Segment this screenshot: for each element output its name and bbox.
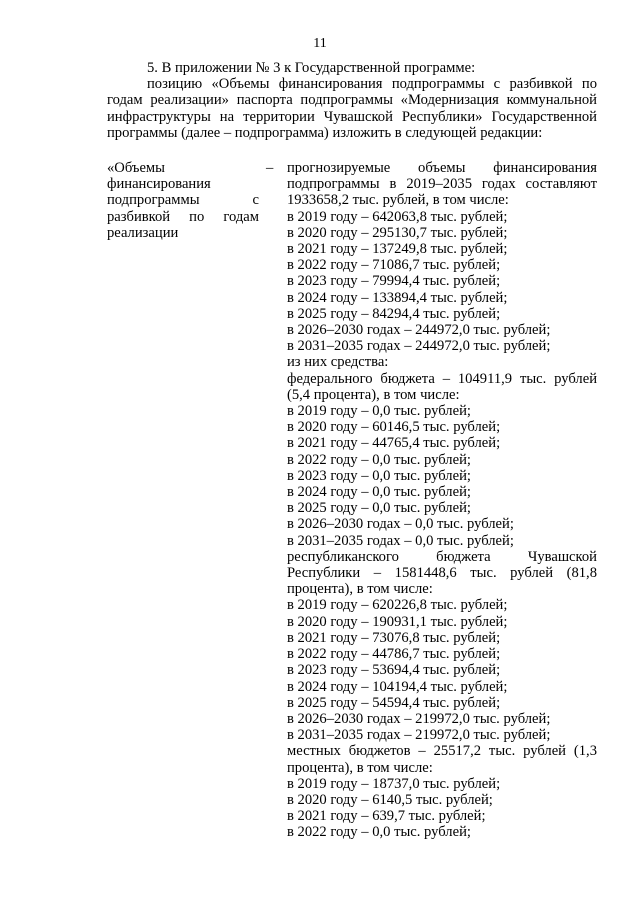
total-year-row: в 2020 году – 295130,7 тыс. рублей;: [287, 224, 508, 241]
financing-details: [287, 160, 597, 841]
federal-year-row: в 2026–2030 годах – 0,0 тыс. рублей;: [287, 516, 514, 533]
federal-year-row: в 2022 году – 0,0 тыс. рублей;: [287, 451, 471, 468]
total-year-row: в 2023 году – 79994,4 тыс. рублей;: [287, 273, 501, 290]
left-column: [107, 160, 259, 241]
federal-year-row: в 2025 году – 0,0 тыс. рублей;: [287, 500, 471, 517]
republic-year-row: в 2021 году – 73076,8 тыс. рублей;: [287, 629, 501, 646]
republic-budget-text: республиканского бюджета Чувашской Республики – 1581448,6 тыс. рублей (81,8 процента), в том числе:: [287, 548, 597, 598]
from-them-label: из них средства:: [287, 354, 389, 371]
republic-year-row: в 2024 году – 104194,4 тыс. рублей;: [287, 678, 508, 695]
republic-year-row: в 2031–2035 годах – 219972,0 тыс. рублей;: [287, 727, 551, 744]
total-year-row: в 2026–2030 годах – 244972,0 тыс. рублей;: [287, 322, 551, 339]
local-year-row: в 2022 году – 0,0 тыс. рублей;: [287, 824, 471, 841]
local-year-row: в 2020 году – 6140,5 тыс. рублей;: [287, 791, 493, 808]
federal-year-row: в 2023 году – 0,0 тыс. рублей;: [287, 467, 471, 484]
position-label: «Объемы финансирования подпрограммы с разбивкой по годам реализации: [107, 160, 259, 241]
republic-year-row: в 2022 году – 44786,7 тыс. рублей;: [287, 646, 501, 663]
page-number: 11: [313, 36, 327, 51]
federal-year-row: в 2020 году – 60146,5 тыс. рублей;: [287, 419, 501, 436]
federal-year-row: в 2024 году – 0,0 тыс. рублей;: [287, 484, 471, 501]
intro-heading: 5. В приложении № 3 к Государственной программе:: [147, 60, 476, 76]
total-financing-text: прогнозируемые объемы финансирования подпрограммы в 2019–2035 годах составляют 1933658,2 тыс. рублей, в том числе:: [287, 160, 597, 209]
total-year-row: в 2024 году – 133894,4 тыс. рублей;: [287, 289, 508, 306]
local-year-row: в 2021 году – 639,7 тыс. рублей;: [287, 808, 486, 825]
separator-dash: –: [266, 160, 274, 176]
republic-year-row: в 2026–2030 годах – 219972,0 тыс. рублей;: [287, 710, 551, 727]
republic-year-row: в 2025 году – 54594,4 тыс. рублей;: [287, 694, 501, 711]
total-year-row: в 2022 году – 71086,7 тыс. рублей;: [287, 257, 501, 274]
federal-budget-text: федерального бюджета – 104911,9 тыс. рублей (5,4 процента), в том числе:: [287, 370, 597, 403]
local-year-row: в 2019 году – 18737,0 тыс. рублей;: [287, 775, 501, 792]
total-year-row: в 2021 году – 137249,8 тыс. рублей;: [287, 241, 508, 258]
local-budget-text: местных бюджетов – 25517,2 тыс. рублей (1,3 процента), в том числе:: [287, 743, 597, 776]
total-year-row: в 2031–2035 годах – 244972,0 тыс. рублей;: [287, 338, 551, 355]
federal-year-row: в 2031–2035 годах – 0,0 тыс. рублей;: [287, 532, 514, 549]
intro-text: позицию «Объемы финансирования подпрограммы с разбивкой по годам реализации» паспорта подпрограммы «Модернизация коммунальной инфраструктуры на территории Чувашской Республики» Государственной программы (далее – подпрограмма) изложить в следующей редакции:: [107, 76, 597, 141]
total-year-row: в 2025 году – 84294,4 тыс. рублей;: [287, 305, 501, 322]
federal-year-row: в 2021 году – 44765,4 тыс. рублей;: [287, 435, 501, 452]
federal-year-row: в 2019 году – 0,0 тыс. рублей;: [287, 403, 471, 420]
republic-year-row: в 2023 году – 53694,4 тыс. рублей;: [287, 662, 501, 679]
republic-year-row: в 2020 году – 190931,1 тыс. рублей;: [287, 613, 508, 630]
republic-year-row: в 2019 году – 620226,8 тыс. рублей;: [287, 597, 508, 614]
total-year-row: в 2019 году – 642063,8 тыс. рублей;: [287, 208, 508, 225]
intro-section: [107, 60, 597, 141]
